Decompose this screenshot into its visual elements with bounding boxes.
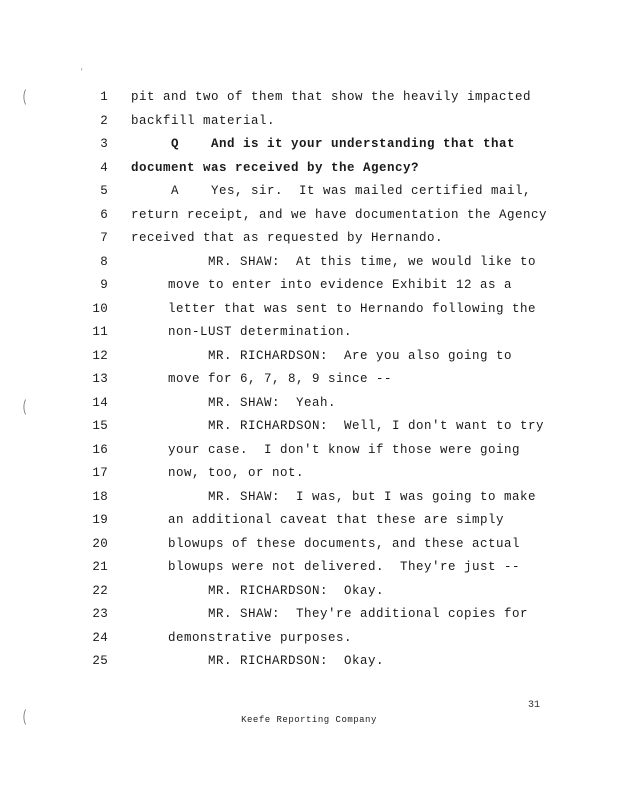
transcript-line	[0, 487, 618, 507]
transcript-line	[0, 581, 618, 601]
transcript-line	[0, 181, 618, 201]
transcript-line	[0, 628, 618, 648]
line-text: demonstrative purposes.	[168, 630, 353, 645]
line-number: 3	[100, 137, 108, 151]
line-number: 23	[92, 607, 108, 621]
transcript-line	[0, 557, 618, 577]
line-number: 9	[100, 278, 108, 292]
transcript-line	[0, 463, 618, 483]
transcript-line	[0, 158, 618, 178]
line-number: 14	[92, 395, 108, 410]
line-number: 6	[100, 207, 108, 222]
line-number: 4	[100, 160, 108, 175]
transcript-line	[0, 275, 618, 295]
transcript-line	[0, 228, 618, 248]
line-text: MR. SHAW: I was, but I was going to make	[168, 489, 537, 504]
line-text: return receipt, and we have documentation the Agency	[131, 207, 548, 222]
punch-hole-mark-middle: (	[21, 398, 28, 416]
line-number: 11	[92, 325, 108, 339]
scan-tick-mark: '	[80, 68, 84, 75]
transcript-line	[0, 393, 618, 413]
line-text: MR. RICHARDSON: Are you also going to	[168, 348, 513, 363]
line-number: 21	[92, 560, 108, 574]
line-number: 5	[100, 184, 108, 198]
line-number: 2	[100, 113, 108, 128]
line-text: MR. RICHARDSON: Okay.	[168, 583, 385, 598]
line-number: 18	[92, 489, 108, 504]
transcript-line	[0, 604, 618, 624]
line-text: pit and two of them that show the heavily impacted	[131, 90, 532, 104]
line-text: your case. I don't know if those were going	[168, 442, 521, 457]
transcript-line	[0, 651, 618, 671]
transcript-line	[0, 416, 618, 436]
line-text: move to enter into evidence Exhibit 12 as a	[168, 278, 513, 292]
punch-hole-mark-top: (	[21, 88, 28, 106]
line-number: 1	[100, 90, 108, 104]
transcript-line	[0, 322, 618, 342]
line-text: backfill material.	[131, 113, 276, 128]
transcript-line	[0, 440, 618, 460]
line-text: blowups were not delivered. They're just --	[168, 560, 521, 574]
line-text: document was received by the Agency?	[131, 160, 420, 175]
line-text: MR. SHAW: At this time, we would like to	[168, 254, 537, 269]
line-text: an additional caveat that these are simply	[168, 513, 505, 527]
line-text: MR. RICHARDSON: Okay.	[168, 654, 385, 668]
line-text: letter that was sent to Hernando following the	[168, 301, 537, 316]
punch-hole-mark-bottom: (	[21, 708, 28, 726]
line-text: MR. SHAW: They're additional copies for	[168, 607, 529, 621]
line-text: received that as requested by Hernando.	[131, 231, 444, 245]
line-number: 15	[92, 419, 108, 433]
line-text: Q And is it your understanding that that	[131, 137, 516, 151]
line-number: 7	[100, 231, 108, 245]
line-number: 24	[92, 630, 108, 645]
transcript-line	[0, 510, 618, 530]
transcript-line	[0, 346, 618, 366]
line-number: 13	[92, 372, 108, 386]
line-text: A Yes, sir. It was mailed certified mail,	[131, 184, 532, 198]
line-number: 10	[92, 301, 108, 316]
line-number: 22	[92, 583, 108, 598]
line-text: MR. RICHARDSON: Well, I don't want to try	[168, 419, 545, 433]
line-number: 19	[92, 513, 108, 527]
transcript-line	[0, 369, 618, 389]
line-text: move for 6, 7, 8, 9 since --	[168, 372, 393, 386]
page-number: 31	[528, 700, 541, 711]
line-text: non-LUST determination.	[168, 325, 353, 339]
line-text: now, too, or not.	[168, 466, 305, 480]
line-text: MR. SHAW: Yeah.	[168, 395, 337, 410]
transcript-line	[0, 134, 618, 154]
transcript-line	[0, 87, 618, 107]
line-number: 17	[92, 466, 108, 480]
footer-reporting-company: Keefe Reporting Company	[241, 715, 377, 725]
line-number: 12	[92, 348, 108, 363]
transcript-line	[0, 299, 618, 319]
transcript-line	[0, 252, 618, 272]
transcript-line	[0, 534, 618, 554]
line-number: 25	[92, 654, 108, 668]
line-text: blowups of these documents, and these actual	[168, 536, 521, 551]
line-number: 8	[100, 254, 108, 269]
line-number: 16	[92, 442, 108, 457]
line-number: 20	[92, 536, 108, 551]
transcript-line	[0, 111, 618, 131]
transcript-line	[0, 205, 618, 225]
